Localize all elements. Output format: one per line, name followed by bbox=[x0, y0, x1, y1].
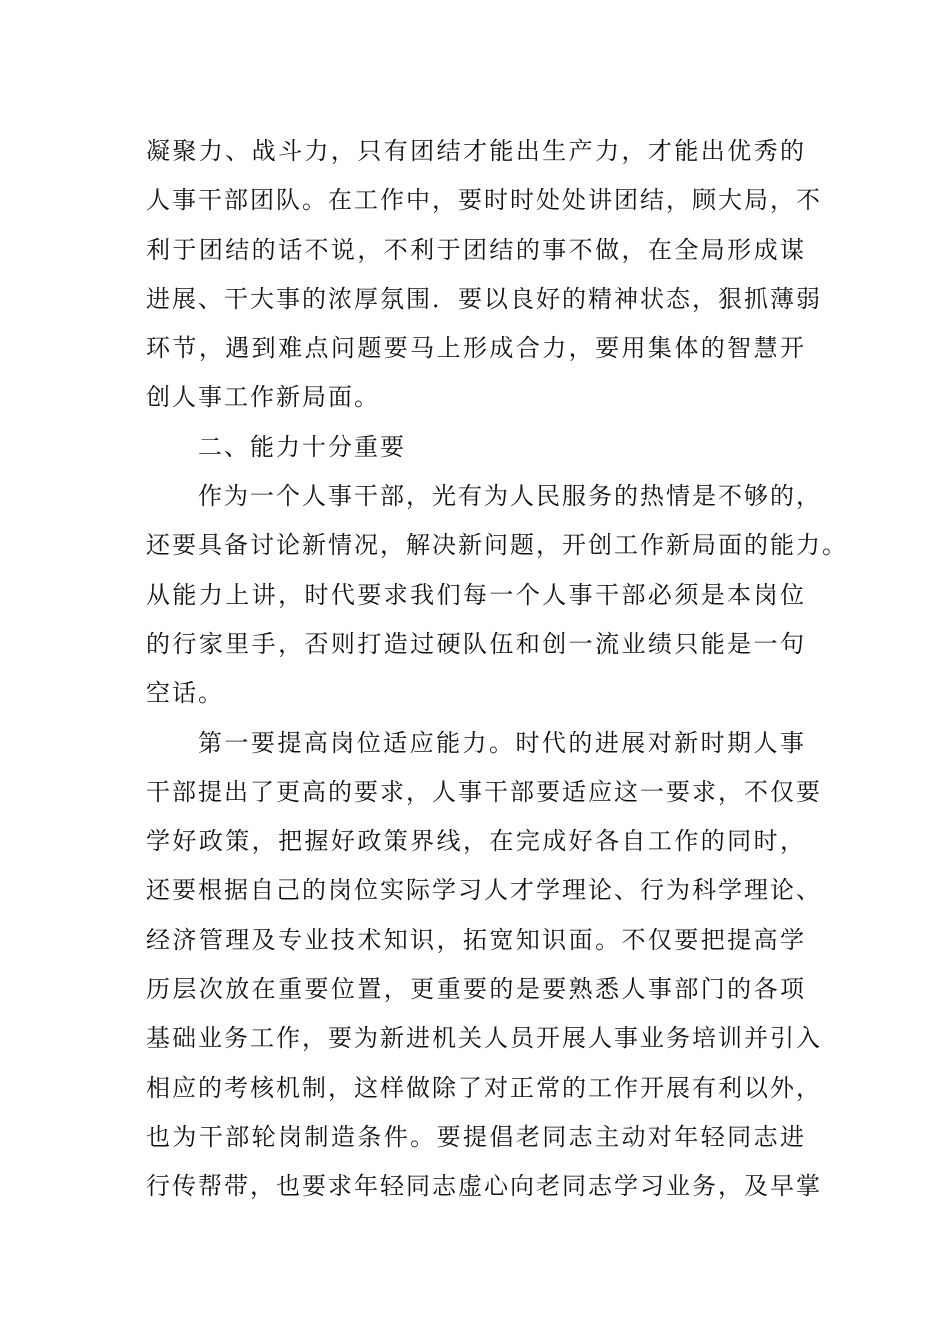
body-line: 还要根据自己的岗位实际学习人才学理论、行为科学理论、 bbox=[146, 876, 822, 905]
document-body bbox=[146, 127, 848, 1212]
body-line: 行传帮带，也要求年轻同志虚心向老同志学习业务，及早掌 bbox=[146, 1172, 822, 1201]
body-line: 作为一个人事干部，光有为人民服务的热情是不够的， bbox=[198, 482, 822, 511]
body-line: 干部提出了更高的要求，人事干部要适应这一要求，不仅要 bbox=[146, 777, 822, 806]
section-heading: 二、能力十分重要 bbox=[198, 432, 406, 461]
body-line: 空话。 bbox=[146, 679, 224, 708]
body-line: 环节，遇到难点问题要马上形成合力，要用集体的智慧开 bbox=[146, 334, 806, 363]
body-line: 第一要提高岗位适应能力。时代的进展对新时期人事 bbox=[198, 728, 806, 757]
body-line: 人事干部团队。在工作中，要时时处处讲团结，顾大局，不 bbox=[146, 186, 822, 215]
body-line: 的行家里手，否则打造过硬队伍和创一流业绩只能是一句 bbox=[146, 629, 806, 658]
body-line: 历层次放在重要位置，更重要的是要熟悉人事部门的各项 bbox=[146, 975, 806, 1004]
body-line: 基础业务工作，要为新进机关人员开展人事业务培训并引入 bbox=[146, 1024, 822, 1053]
body-line: 相应的考核机制，这样做除了对正常的工作开展有利以外， bbox=[146, 1073, 822, 1102]
body-line: 也为干部轮岗制造条件。要提倡老同志主动对年轻同志进 bbox=[146, 1122, 806, 1151]
body-line: 学好政策，把握好政策界线，在完成好各自工作的同时， bbox=[146, 827, 806, 856]
body-line: 还要具备讨论新情况，解决新问题，开创工作新局面的能力。 bbox=[146, 531, 848, 560]
body-line: 创人事工作新局面。 bbox=[146, 383, 380, 412]
body-line: 经济管理及专业技术知识，拓宽知识面。不仅要把提高学 bbox=[146, 925, 806, 954]
body-line: 利于团结的话不说，不利于团结的事不做，在全局形成谋 bbox=[146, 235, 806, 264]
body-line: 从能力上讲，时代要求我们每一个人事干部必须是本岗位 bbox=[146, 580, 806, 609]
body-line: 凝聚力、战斗力，只有团结才能出生产力，才能出优秀的 bbox=[146, 137, 806, 165]
body-line: 进展、干大事的浓厚氛围．要以良好的精神状态，狠抓薄弱 bbox=[146, 284, 822, 313]
